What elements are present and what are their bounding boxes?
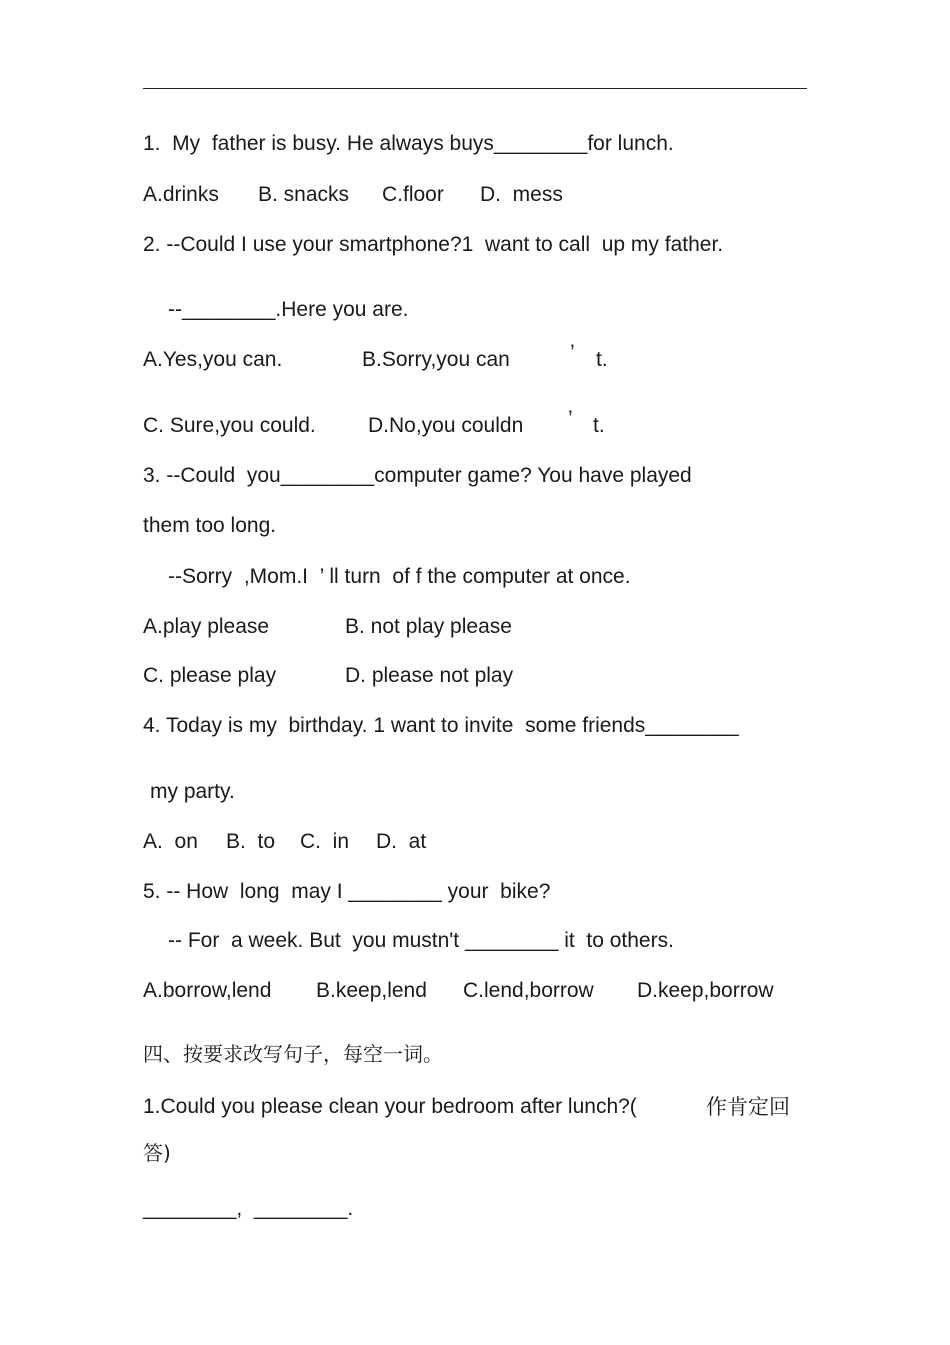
question-2-option-b: B.Sorry,you can	[362, 348, 510, 371]
question-2-option-d-apostrophe: ’	[568, 407, 573, 430]
question-4-option-d: D. at	[376, 830, 427, 853]
question-3-stem-line-2: them too long.	[143, 514, 277, 537]
section-4-answer-line: ________, ________.	[143, 1197, 354, 1220]
question-1-option-c: C.floor	[382, 183, 444, 206]
question-1-option-a: A.drinks	[143, 183, 219, 206]
question-2-option-d: D.No,you couldn	[368, 414, 524, 437]
question-4-option-a: A. on	[143, 830, 198, 853]
section-4-item-1-instruction: 作肯定回	[706, 1095, 790, 1119]
question-1-stem: 1. My father is busy. He always buys________for lunch.	[143, 132, 674, 155]
question-2-option-a: A.Yes,you can.	[143, 348, 283, 371]
question-5-option-c: C.lend,borrow	[463, 979, 594, 1002]
section-4-item-1-instruction-end: 答)	[143, 1141, 171, 1165]
question-2-option-d-end: t.	[593, 414, 605, 437]
question-3-option-a: A.play please	[143, 615, 270, 638]
question-4-stem-line-1: 4. Today is my birthday. 1 want to invite some friends________	[143, 714, 739, 737]
question-5-option-a: A.borrow,lend	[143, 979, 272, 1002]
question-2-option-b-end: t.	[596, 348, 608, 371]
question-3-option-d: D. please not play	[345, 664, 514, 687]
question-4-option-c: C. in	[300, 830, 350, 853]
question-1-option-d: D. mess	[480, 183, 563, 206]
question-1-option-b: B. snacks	[258, 183, 350, 206]
question-5-option-b: B.keep,lend	[316, 979, 427, 1002]
question-3-reply: --Sorry ,Mom.I ’ ll turn of f the computer at once.	[168, 565, 631, 588]
question-4-option-b: B. to	[226, 830, 276, 853]
question-2-option-c: C. Sure,you could.	[143, 414, 316, 437]
question-5-stem: 5. -- How long may I ________ your bike?	[143, 880, 551, 903]
question-2-stem: 2. --Could I use your smartphone?1 want to call up my father.	[143, 233, 724, 256]
question-2-reply: --________.Here you are.	[168, 298, 409, 321]
question-3-option-b: B. not play please	[345, 615, 512, 638]
question-5-option-d: D.keep,borrow	[637, 979, 774, 1002]
question-3-stem-line-1: 3. --Could you________computer game? You have played	[143, 464, 692, 487]
question-5-reply: -- For a week. But you mustn't ________ it to others.	[168, 929, 674, 952]
question-3-option-c: C. please play	[143, 664, 277, 687]
section-4-heading: 四、按要求改写句子，每空一词。	[143, 1042, 443, 1066]
header-rule	[143, 88, 807, 89]
section-4-item-1-english: 1.Could you please clean your bedroom after lunch?(	[143, 1095, 637, 1118]
question-4-stem-line-2: my party.	[150, 780, 235, 803]
question-2-option-b-apostrophe: ’	[570, 341, 575, 364]
